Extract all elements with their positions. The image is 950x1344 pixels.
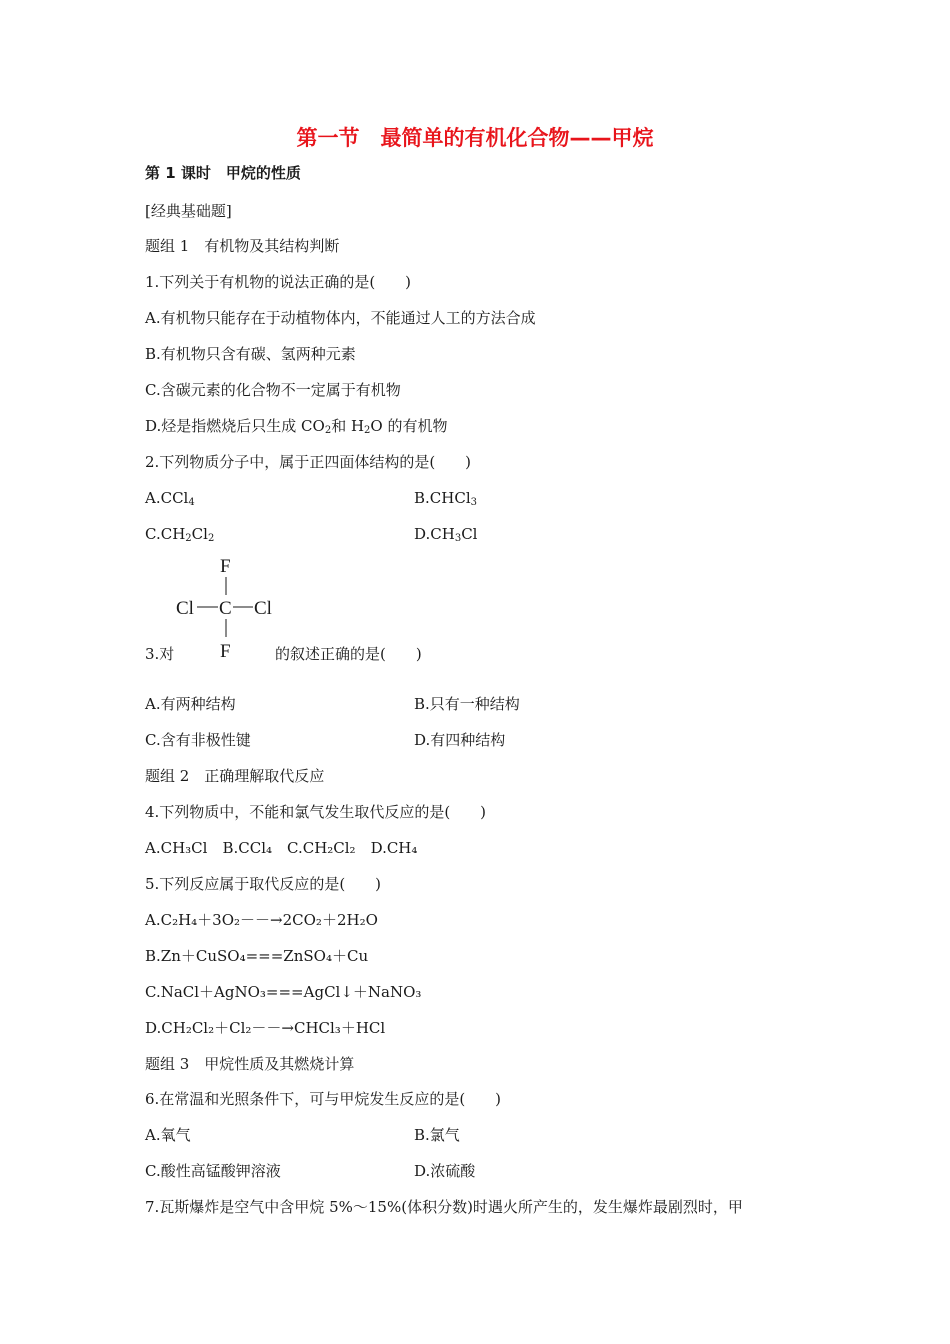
- question-3-option-a: A.有两种结构: [145, 695, 236, 713]
- question-3-option-d: D.有四种结构: [414, 731, 506, 749]
- section-label: [经典基础题]: [145, 202, 232, 220]
- atom-bottom: F: [220, 641, 231, 662]
- question-1-option-a: A.有机物只能存在于动植物体内，不能通过人工的方法合成: [145, 309, 536, 327]
- question-2-option-b: B.CHCl$_3$: [414, 489, 477, 508]
- question-5-option-a: A.C₂H₄＋3O₂－－→2CO₂＋2H₂O: [145, 911, 378, 929]
- question-4-stem: 4.下列物质中，不能和氯气发生取代反应的是( ): [145, 803, 487, 821]
- question-6-option-d: D.浓硫酸: [414, 1162, 476, 1180]
- question-1-stem: 1.下列关于有机物的说法正确的是( ): [145, 273, 412, 291]
- question-6-stem: 6.在常温和光照条件下，可与甲烷发生反应的是( ): [145, 1090, 502, 1108]
- group-heading-2: 题组 2 正确理解取代反应: [145, 767, 325, 785]
- page-title: 第一节 最简单的有机化合物——甲烷: [296, 126, 654, 150]
- question-2-option-d: $D.CH_3Cl$: [414, 525, 478, 544]
- question-6-option-a: A.氧气: [145, 1126, 191, 1144]
- question-5-stem: 5.下列反应属于取代反应的是( ): [145, 875, 382, 893]
- question-3-prefix: 3.对: [145, 645, 175, 663]
- question-2-option-a: A.CCl$_4$: [145, 489, 195, 508]
- lesson-heading: 第 1 课时 甲烷的性质: [145, 164, 301, 182]
- atom-top: F: [220, 556, 231, 577]
- question-6-option-b: B.氯气: [414, 1126, 460, 1144]
- question-3-suffix: 的叙述正确的是( ): [275, 645, 422, 663]
- question-5-option-d: D.CH₂Cl₂＋Cl₂－－→CHCl₃＋HCl: [145, 1019, 386, 1037]
- question-6-option-c: C.酸性高锰酸钾溶液: [145, 1162, 281, 1180]
- question-3-option-b: B.只有一种结构: [414, 695, 520, 713]
- question-5-option-b: B.Zn＋CuSO₄===ZnSO₄＋Cu: [145, 947, 369, 965]
- question-2-stem: 2.下列物质分子中，属于正四面体结构的是( ): [145, 453, 472, 471]
- atom-left: Cl: [176, 598, 194, 619]
- group-heading-1: 题组 1 有机物及其结构判断: [145, 237, 340, 255]
- question-2-option-c: $C.CH_2Cl_2$: [145, 525, 215, 544]
- question-7-stem: 7.瓦斯爆炸是空气中含甲烷 5%～15%(体积分数)时遇火所产生的，发生爆炸最剧烈时，甲: [145, 1198, 743, 1216]
- atom-center: C: [219, 598, 232, 619]
- question-1-option-b: B.有机物只含有碳、氢两种元素: [145, 345, 356, 363]
- group-heading-3: 题组 3 甲烷性质及其燃烧计算: [145, 1055, 355, 1073]
- dichlorodifluoromethane-structure: [175, 555, 285, 665]
- question-1-option-c: C.含碳元素的化合物不一定属于有机物: [145, 381, 401, 399]
- atom-right: Cl: [254, 598, 272, 619]
- question-4-options: A.CH₃Cl B.CCl₄ C.CH₂Cl₂ D.CH₄: [145, 839, 418, 857]
- question-3-option-c: C.含有非极性键: [145, 731, 251, 749]
- question-1-option-d: D.烃是指燃烧后只生成 $CO_2$和 $H_2O$ 的有机物: [145, 417, 448, 436]
- question-5-option-c: C.NaCl＋AgNO₃===AgCl↓＋NaNO₃: [145, 983, 422, 1001]
